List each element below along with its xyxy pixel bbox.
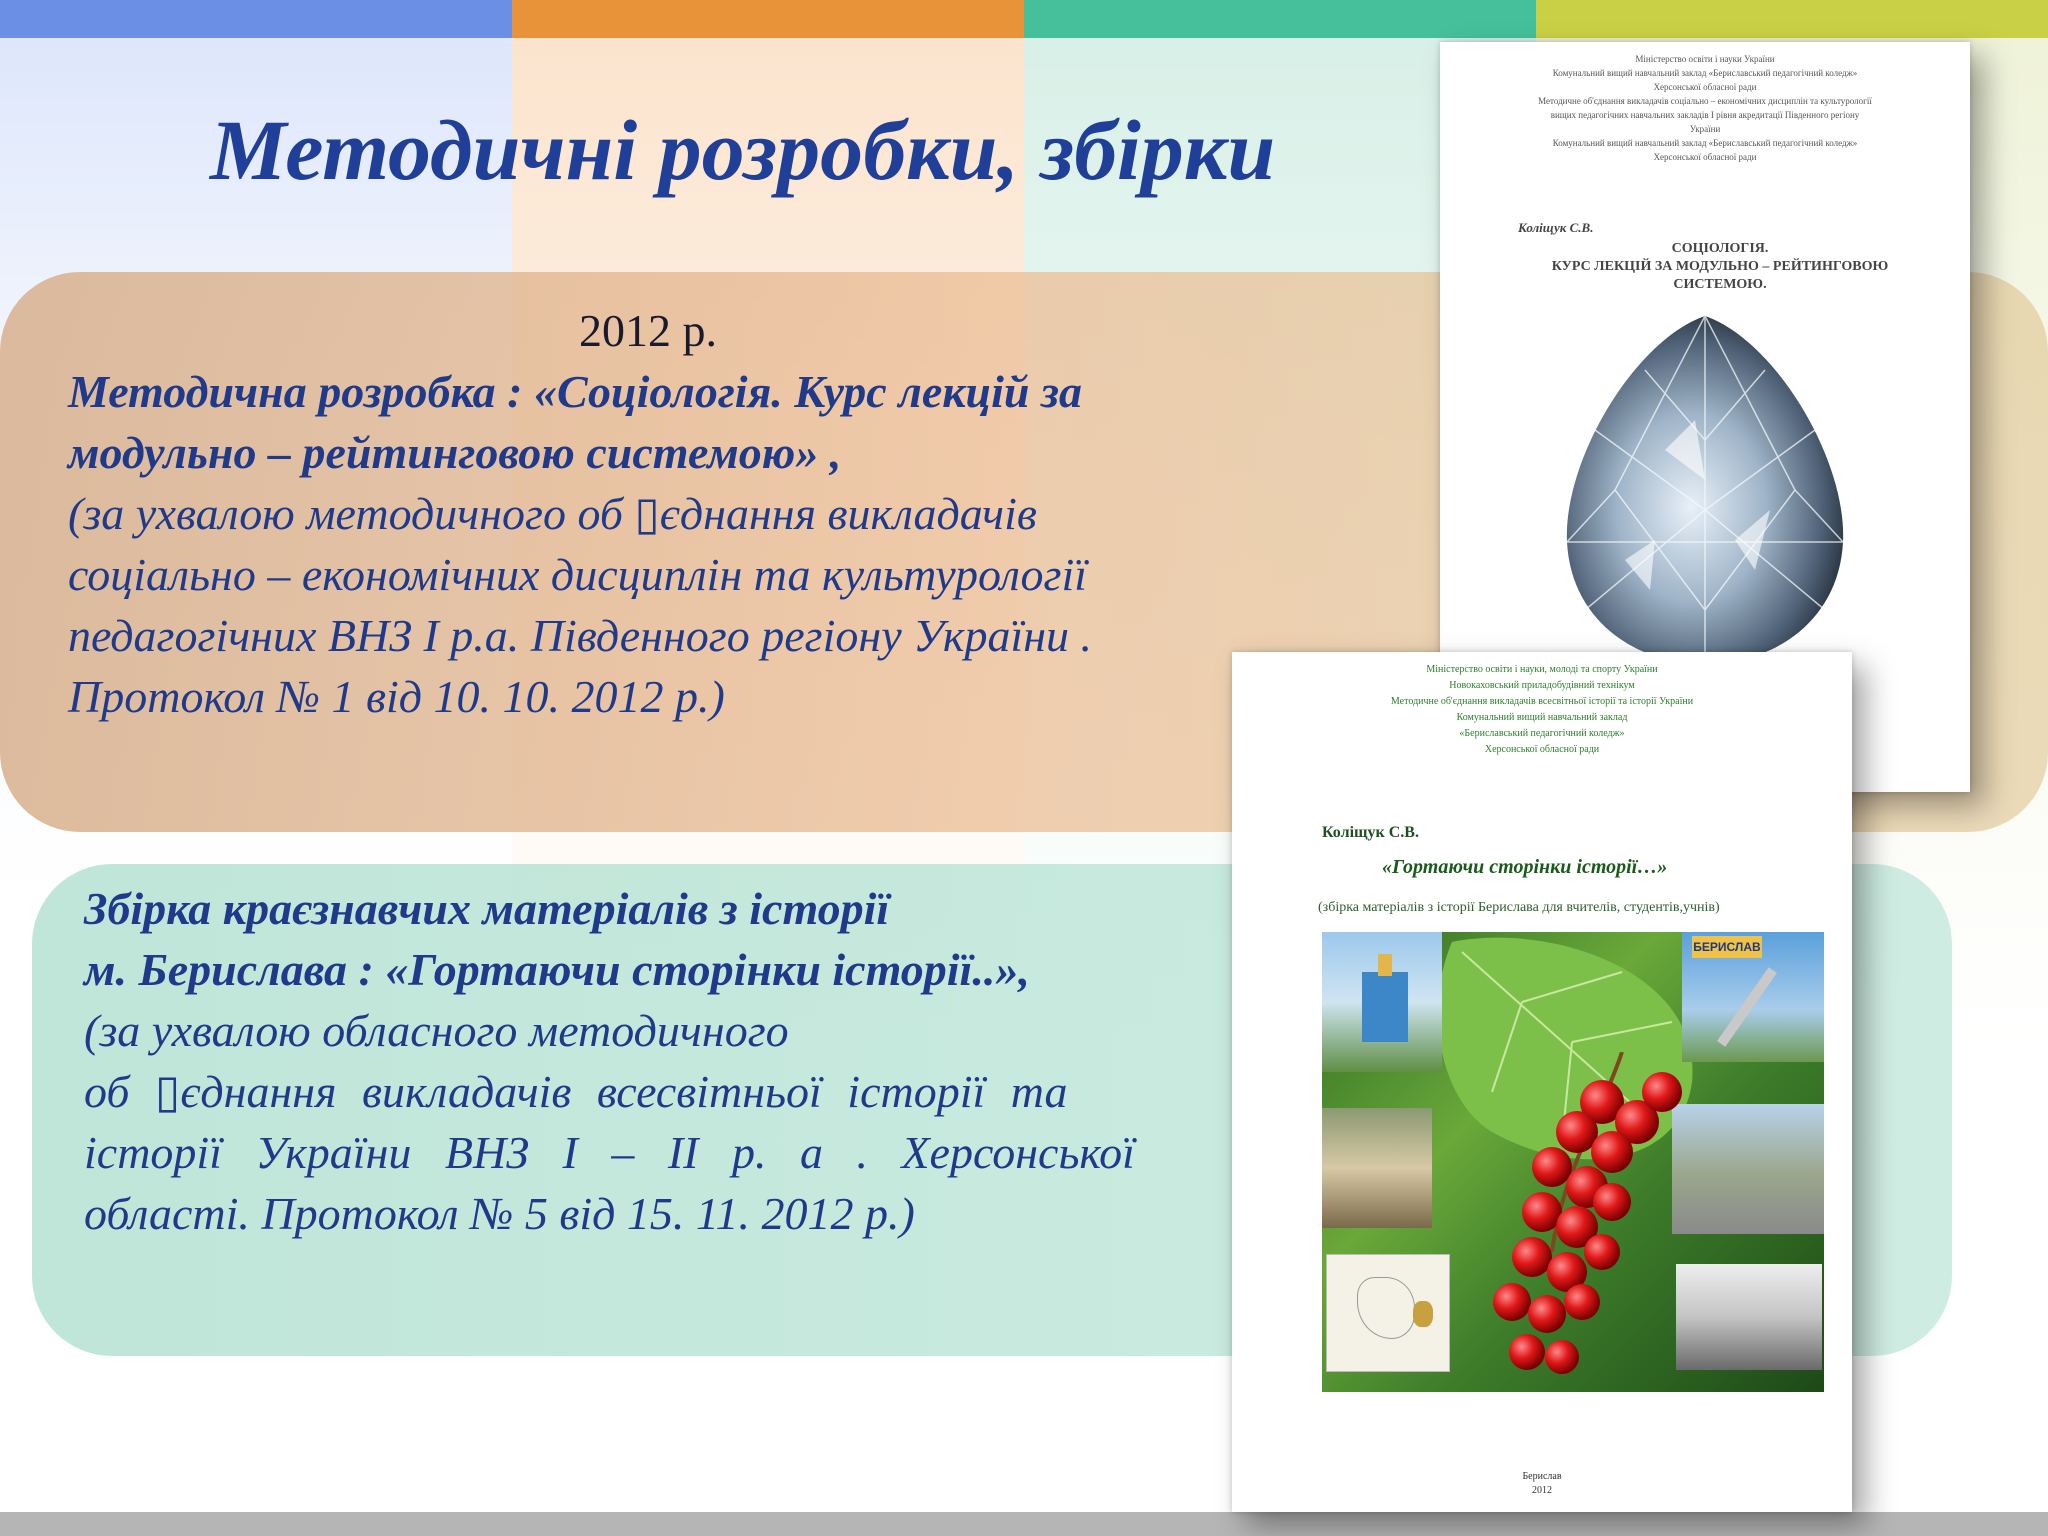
methodical-note-line-1: (за ухвалою методичного об ▯єднання викладачів (68, 488, 1037, 539)
cover2-author: Коліщук С.В. (1322, 824, 1419, 841)
red-berries-image (1472, 1052, 1702, 1392)
cover1-header-line: Міністерство освіти і науки України (1635, 54, 1775, 64)
methodical-note-line-2: соціально – економічних дисциплін та культурології (68, 549, 1088, 600)
cover1-header-line: Комунальний вищий навчальний заклад «Бериславський педагогічний коледж» (1552, 138, 1858, 148)
cover2-photo-collage (1322, 932, 1824, 1392)
cover1-title-line: СИСТЕМОЮ. (1673, 277, 1767, 292)
cover2-header (1272, 662, 1812, 758)
cover2-header-line: Методичне об'єднання викладачів всесвітньої історії та історії України (1390, 696, 1694, 707)
cover2-footer (1232, 1470, 1852, 1498)
old-building-photo (1322, 1108, 1432, 1228)
city-sign: БЕРИСЛАВ (1692, 936, 1762, 958)
cover2-city: Берислав (1522, 1471, 1562, 1482)
cover1-header-line: Комунальний вищий навчальний заклад «Бериславський педагогічний коледж» (1552, 68, 1858, 78)
book-cover-history (1232, 652, 1852, 1512)
church-dome (1378, 954, 1392, 976)
cover2-header-line: Міністерство освіти і науки, молоді та спорту України (1426, 664, 1658, 675)
bottom-bar (0, 1512, 2048, 1536)
cover1-title-line: СОЦІОЛОГІЯ. (1671, 241, 1769, 256)
cover1-header-line: Херсонської обласної ради (1653, 152, 1757, 162)
collection-title-line-1: Збірка краєзнавчих матеріалів з історії (84, 883, 890, 934)
top-bar-orange (512, 0, 1024, 38)
coat-of-arms-icon (1413, 1301, 1433, 1327)
cover2-subtitle: (збірка матеріалів з історії Берислава для вчителів, студентів,учнів) (1318, 900, 1720, 915)
methodical-note-line-4: Протокол № 1 від 10. 10. 2012 р.) (68, 671, 725, 722)
monument-photo (1682, 932, 1824, 1062)
top-bar-green (1024, 0, 1536, 38)
collection-note-line-2: об ▯єднання викладачів всесвітньої історії та (84, 1066, 1068, 1117)
map-outline (1357, 1277, 1415, 1339)
top-bar-yellow (1536, 0, 2048, 38)
cover1-title-line: КУРС ЛЕКЦІЙ ЗА МОДУЛЬНО – РЕЙТИНГОВОЮ (1551, 259, 1889, 274)
methodical-text-block (68, 300, 1228, 727)
cover2-header-line: Херсонської обласної ради (1484, 744, 1600, 755)
church-building (1362, 972, 1408, 1042)
year-label: 2012 р. (579, 305, 717, 356)
collection-note-line-4: області. Протокол № 5 від 15. 11. 2012 р.) (84, 1188, 915, 1239)
collection-note-line-3: історії України ВНЗ І – ІІ р. а . Херсонської (84, 1127, 1135, 1178)
cover2-header-line: «Бериславський педагогічний коледж» (1459, 728, 1625, 739)
methodical-title-line-2: модульно – рейтинговою системою» , (68, 427, 842, 478)
cover2-header-line: Комунальний вищий навчальний заклад (1456, 712, 1628, 723)
cover1-header (1480, 52, 1930, 164)
collection-text-block (84, 878, 1184, 1244)
cover1-header-line: Методичне об'єднання викладачів соціально – економічних дисциплін та культурології (1538, 96, 1872, 106)
cover1-header-line: Херсонської обласної ради (1653, 82, 1757, 92)
slide-title: Методичні розробки, збірки (210, 102, 1276, 198)
old-map-image (1326, 1254, 1450, 1372)
church-photo (1322, 932, 1442, 1072)
cover1-title (1500, 240, 1940, 294)
monument-shape (1717, 967, 1777, 1046)
collection-note-line-1: (за ухвалою обласного методичного (84, 1005, 789, 1056)
collection-title-line-2: м. Берислава : «Гортаючи сторінки історії..», (84, 944, 1030, 995)
methodical-note-line-3: педагогічних ВНЗ І р.а. Південного регіону України . (68, 610, 1093, 661)
methodical-title-line-1: Методична розробка : «Соціологія. Курс лекцій за (68, 366, 1082, 417)
top-bar-blue (0, 0, 512, 38)
cover1-header-line: вищих педагогічних навчальних закладів І рівня акредитації Південного регіону (1550, 110, 1860, 120)
cover2-header-line: Новокаховський приладобудівний технікум (1449, 680, 1635, 691)
cover1-author: Коліщук С.В. (1518, 220, 1594, 235)
cover2-title: «Гортаючи сторінки історії…» (1382, 856, 1668, 878)
diamond-image (1555, 310, 1855, 670)
cover2-year: 2012 (1532, 1485, 1552, 1496)
cover1-header-line: України (1689, 124, 1721, 134)
